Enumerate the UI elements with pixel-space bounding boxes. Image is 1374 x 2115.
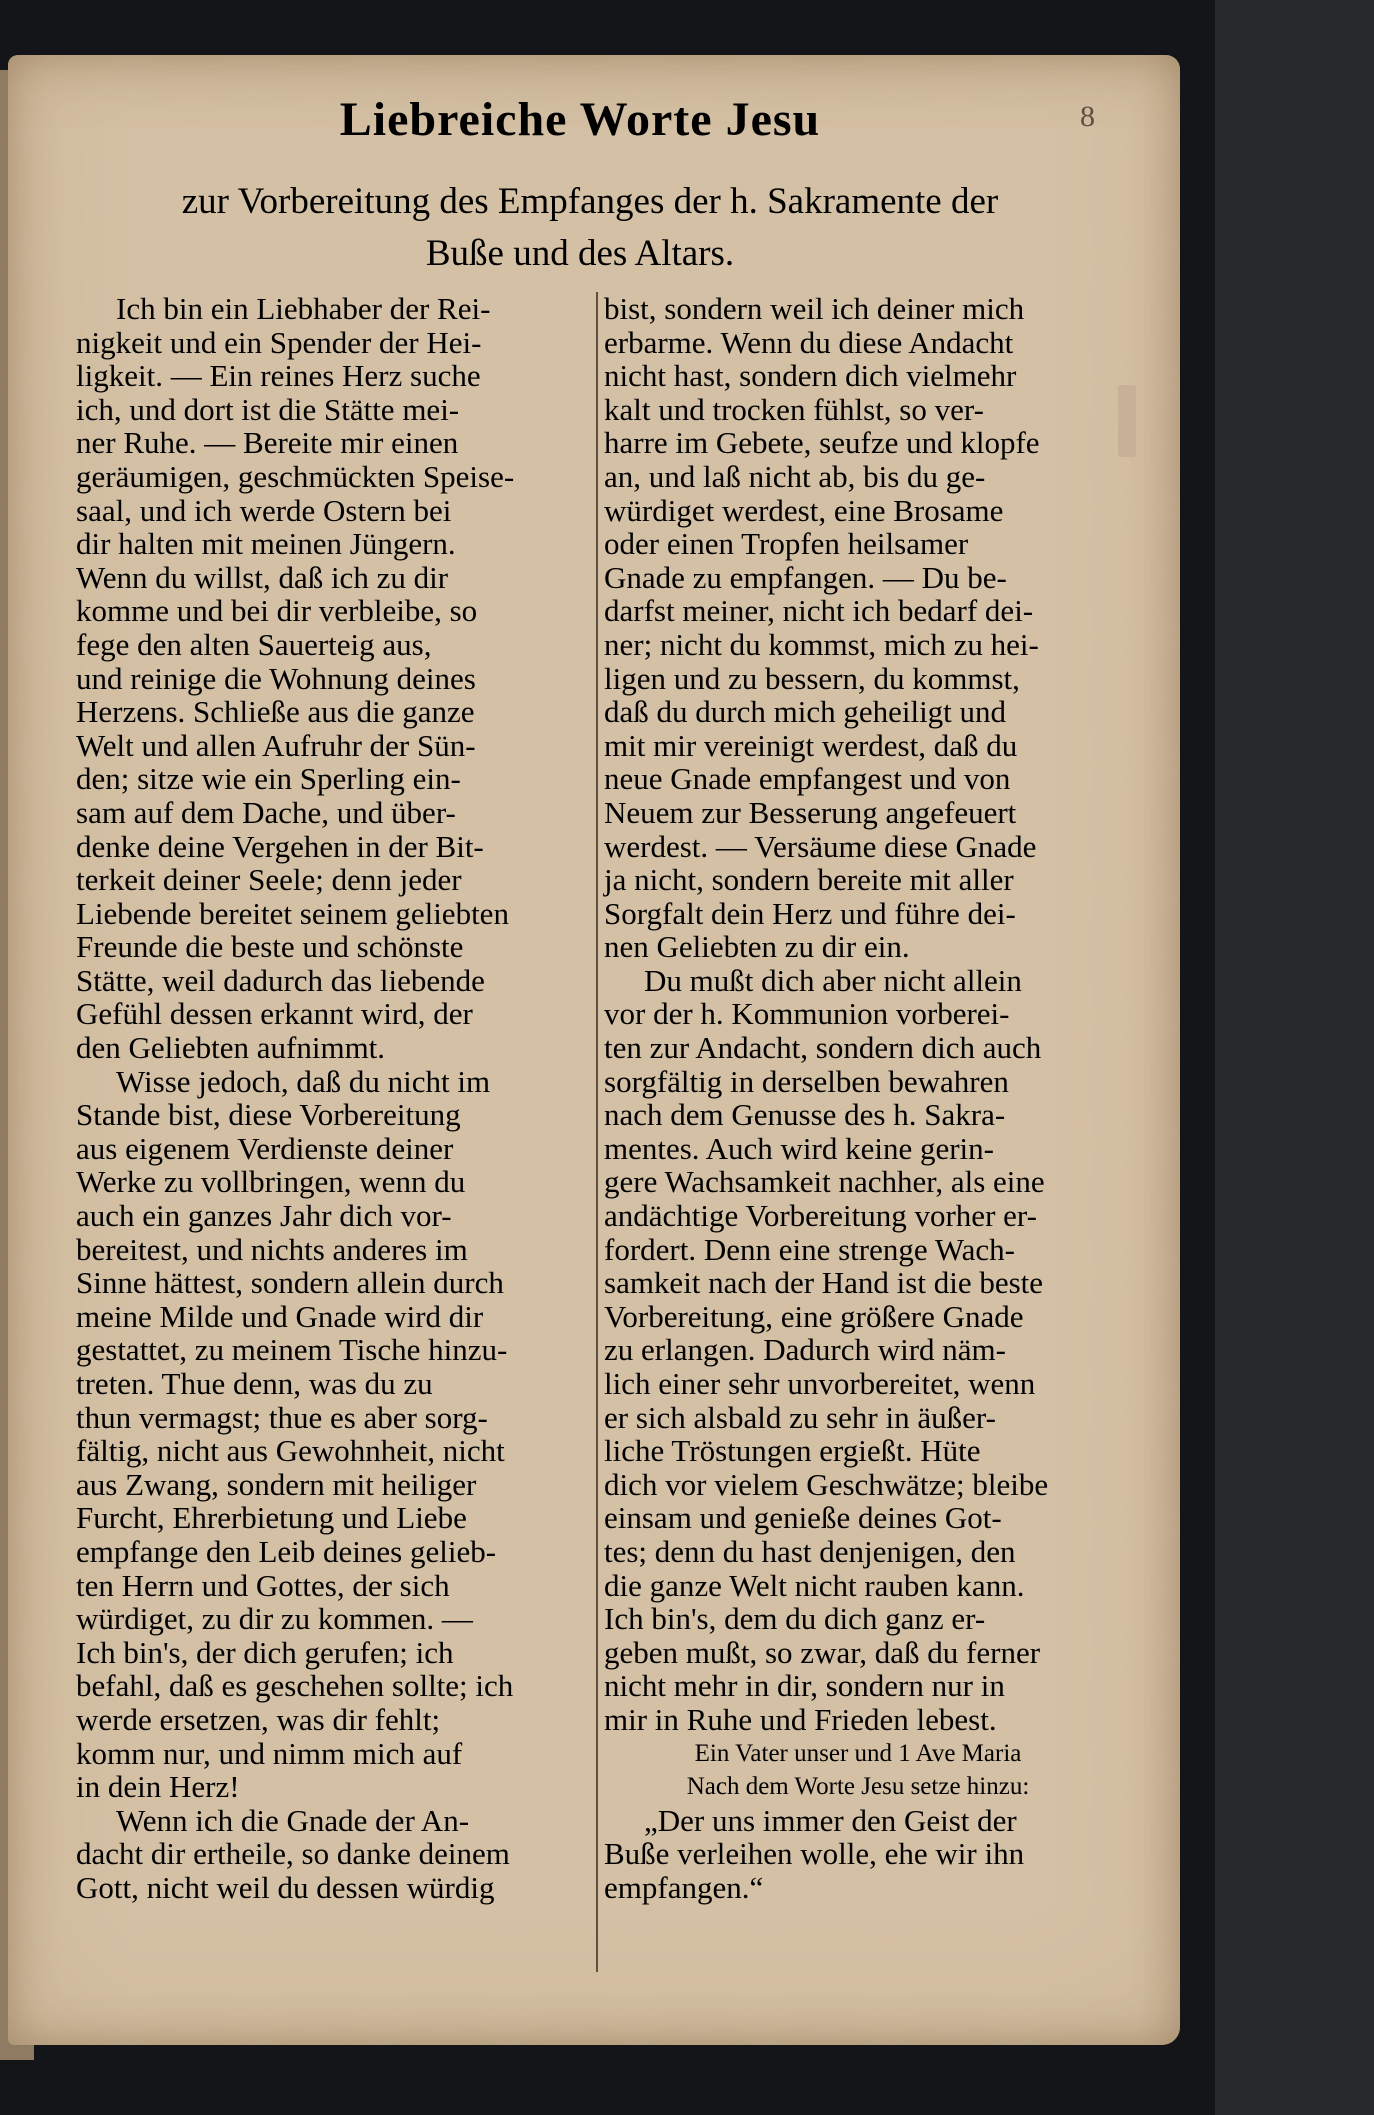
- text-line: Sinne hättest, sondern allein durch: [76, 1265, 504, 1301]
- background-right: [1215, 0, 1374, 2115]
- text-line: Ich bin ein Liebhaber der Rei-: [116, 291, 491, 326]
- corner-mark: 8: [1080, 100, 1095, 133]
- text-line: Stätte, weil dadurch das liebende: [76, 962, 485, 998]
- text-line: mir in Ruhe und Frieden lebest.: [604, 1701, 997, 1737]
- text-line: nach dem Genusse des h. Sakra-: [604, 1097, 1006, 1133]
- text-line: lich einer sehr unvorbereitet, wenn: [604, 1366, 1036, 1401]
- text-line: terkeit deiner Seele; denn jeder: [76, 862, 462, 898]
- text-line: vor der h. Kommunion vorberei-: [604, 996, 1010, 1032]
- text-line: ten Herrn und Gottes, der sich: [76, 1567, 450, 1603]
- text-line: Werke zu vollbringen, wenn du: [76, 1164, 466, 1200]
- text-line: würdiget, zu dir zu kommen. —: [76, 1601, 473, 1637]
- text-line: aus eigenem Verdienste deiner: [76, 1130, 454, 1166]
- column-divider: [596, 292, 598, 1972]
- text-line: liche Tröstungen ergießt. Hüte: [604, 1433, 981, 1469]
- text-line: Welt und allen Aufruhr der Sün-: [76, 727, 476, 763]
- text-line: gestattet, zu meinem Tische hinzu-: [76, 1332, 508, 1368]
- text-line: daß du durch mich geheiligt und: [604, 694, 1007, 730]
- text-line: er sich alsbald zu sehr in äußer-: [604, 1399, 996, 1435]
- text-line: den Geliebten aufnimmt.: [76, 1030, 386, 1066]
- text-line: treten. Thue denn, was du zu: [76, 1366, 433, 1401]
- text-line: Wenn ich die Gnade der An-: [116, 1802, 470, 1838]
- page-edge-tab: [1118, 385, 1136, 457]
- right-column: [604, 292, 1112, 1905]
- text-line: Sorgfalt dein Herz und führe dei-: [604, 895, 1016, 931]
- text-line: auch ein ganzes Jahr dich vor-: [76, 1198, 452, 1234]
- text-line: ten zur Andacht, sondern dich auch: [604, 1030, 1042, 1066]
- text-line: komme und bei dir verbleibe, so: [76, 593, 478, 629]
- text-line: sorgfältig in derselben bewahren: [604, 1063, 1009, 1099]
- text-line: werdest. — Versäume diese Gnade: [604, 828, 1037, 864]
- text-line: meine Milde und Gnade wird dir: [76, 1298, 484, 1334]
- text-line: saal, und ich werde Ostern bei: [76, 492, 452, 528]
- text-line: fältig, nicht aus Gewohnheit, nicht: [76, 1433, 505, 1469]
- text-line: thun vermagst; thue es aber sorg-: [76, 1399, 488, 1435]
- text-line: fordert. Denn eine strenge Wach-: [604, 1231, 1015, 1267]
- text-line: ich, und dort ist die Stätte mei-: [76, 391, 460, 427]
- text-line: neue Gnade empfangest und von: [604, 761, 1011, 797]
- page-title: Liebreiche Worte Jesu: [339, 93, 821, 146]
- text-line: bereitest, und nichts anderes im: [76, 1231, 468, 1267]
- text-line: Wenn du willst, daß ich zu dir: [76, 559, 449, 595]
- text-line: nicht mehr in dir, sondern nur in: [604, 1668, 1005, 1704]
- text-line: befahl, daß es geschehen sollte; ich: [76, 1668, 514, 1704]
- text-line: kalt und trocken fühlst, so ver-: [604, 391, 984, 427]
- text-line: ligen und zu bessern, du kommst,: [604, 660, 1020, 696]
- text-line: mit mir vereinigt werdest, daß du: [604, 727, 1018, 763]
- text-line: Gnade zu empfangen. — Du be-: [604, 559, 1007, 595]
- text-line: die ganze Welt nicht rauben kann.: [604, 1567, 1025, 1603]
- text-line: würdiget werdest, eine Brosame: [604, 492, 1004, 528]
- text-line: Herzens. Schließe aus die ganze: [76, 694, 475, 730]
- text-line: bist, sondern weil ich deiner mich: [604, 291, 1025, 326]
- text-line: nen Geliebten zu dir ein.: [604, 929, 910, 965]
- text-line: ner; nicht du kommst, mich zu hei-: [604, 626, 1039, 662]
- page-subtitle-continued: Buße und des Altars.: [425, 233, 735, 274]
- text-line: Wisse jedoch, daß du nicht im: [116, 1063, 491, 1099]
- text-line: denke deine Vergehen in der Bit-: [76, 828, 484, 864]
- text-line: darfst meiner, nicht ich bedarf dei-: [604, 593, 1034, 629]
- text-line: an, und laß nicht ab, bis du ge-: [604, 458, 986, 494]
- text-line: oder einen Tropfen heilsamer: [604, 526, 969, 562]
- text-line: sam auf dem Dache, und über-: [76, 794, 456, 830]
- text-line: erbarme. Wenn du diese Andacht: [604, 324, 1014, 360]
- text-line: Freunde die beste und schönste: [76, 929, 464, 965]
- text-line: dir halten mit meinen Jüngern.: [76, 526, 456, 562]
- text-line: empfange den Leib deines gelieb-: [76, 1533, 497, 1569]
- text-line: „Der uns immer den Geist der: [644, 1802, 1017, 1838]
- text-line: ner Ruhe. — Bereite mir einen: [76, 425, 459, 461]
- text-line: zu erlangen. Dadurch wird näm-: [604, 1332, 1006, 1368]
- text-line: andächtige Vorbereitung vorher er-: [604, 1198, 1037, 1234]
- text-line: ligkeit. — Ein reines Herz suche: [76, 358, 481, 394]
- text-line: harre im Gebete, seufze und klopfe: [604, 425, 1040, 461]
- text-line: nicht hast, sondern dich vielmehr: [604, 358, 1017, 394]
- text-line: fege den alten Sauerteig aus,: [76, 626, 432, 662]
- text-line: Du mußt dich aber nicht allein: [644, 962, 1022, 998]
- text-line: Stande bist, diese Vorbereitung: [76, 1097, 461, 1133]
- text-line: Nach dem Worte Jesu setze hinzu:: [686, 1773, 1030, 1801]
- text-line: tes; denn du hast denjenigen, den: [604, 1533, 1016, 1569]
- text-line: einsam und genieße deines Got-: [604, 1500, 1002, 1536]
- text-line: Ein Vater unser und 1 Ave Maria: [694, 1739, 1022, 1767]
- text-line: ja nicht, sondern bereite mit aller: [604, 862, 1014, 898]
- text-line: aus Zwang, sondern mit heiliger: [76, 1466, 477, 1502]
- text-line: samkeit nach der Hand ist die beste: [604, 1265, 1044, 1301]
- page-subtitle: zur Vorbereitung des Empfanges der h. Sakramente der: [181, 181, 999, 222]
- text-line: Ich bin's, der dich gerufen; ich: [76, 1634, 454, 1670]
- text-line: Furcht, Ehrerbietung und Liebe: [76, 1500, 467, 1536]
- text-line: Ich bin's, dem du dich ganz er-: [604, 1601, 986, 1637]
- text-line: Gott, nicht weil du dessen würdig: [76, 1869, 495, 1905]
- text-line: in dein Herz!: [76, 1769, 240, 1805]
- text-line: werde ersetzen, was dir fehlt;: [76, 1701, 441, 1737]
- text-line: mentes. Auch wird keine gerin-: [604, 1130, 994, 1166]
- text-line: gere Wachsamkeit nachher, als eine: [604, 1164, 1045, 1200]
- text-line: den; sitze wie ein Sperling ein-: [76, 761, 461, 797]
- text-line: dacht dir ertheile, so danke deinem: [76, 1836, 510, 1872]
- text-line: und reinige die Wohnung deines: [76, 660, 476, 696]
- text-line: Gefühl dessen erkannt wird, der: [76, 996, 473, 1032]
- text-line: geräumigen, geschmückten Speise-: [76, 458, 515, 494]
- text-line: empfangen.“: [604, 1869, 764, 1905]
- text-line: Liebende bereitet seinem geliebten: [76, 895, 509, 931]
- text-line: Neuem zur Besserung angefeuert: [604, 794, 1017, 830]
- text-line: geben mußt, so zwar, daß du ferner: [604, 1634, 1041, 1670]
- text-line: komm nur, und nimm mich auf: [76, 1735, 463, 1771]
- text-line: nigkeit und ein Spender der Hei-: [76, 324, 482, 360]
- text-line: Buße verleihen wolle, ehe wir ihn: [604, 1836, 1025, 1872]
- text-line: Vorbereitung, eine größere Gnade: [604, 1298, 1024, 1334]
- left-column: [76, 292, 596, 1905]
- text-line: dich vor vielem Geschwätze; bleibe: [604, 1466, 1049, 1502]
